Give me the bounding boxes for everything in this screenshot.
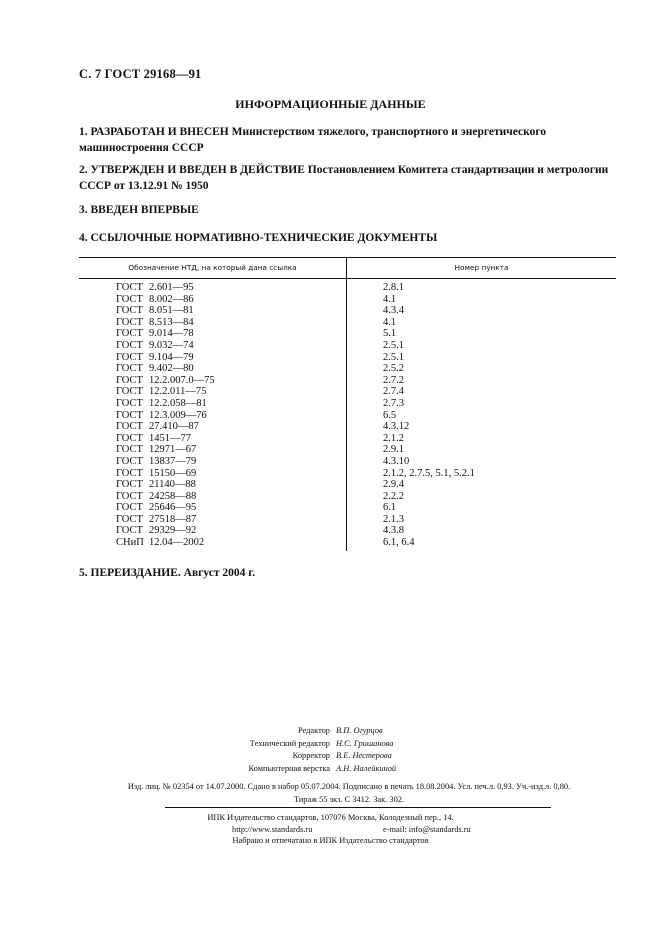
- credit-proofreader: [0, 750, 661, 763]
- document-prefix: ГОСТ: [116, 432, 143, 444]
- item-text: Министерством тяжелого, транспортного и энергетического машиностроения СССР: [79, 126, 547, 154]
- info-item-first-introduced: [79, 202, 619, 218]
- document-prefix: ГОСТ: [116, 455, 143, 467]
- document-number: 8.513—84: [149, 316, 194, 328]
- item-lead: ВВЕДЕН ВПЕРВЫЕ: [90, 204, 199, 216]
- table-cell-clause: 4.3.4: [383, 305, 404, 317]
- table-cell-clause: 2.7.4: [383, 386, 404, 398]
- document-number: 12.2.011—75: [149, 386, 207, 398]
- document-prefix: ГОСТ: [116, 282, 143, 293]
- table-cell-clause: 2.2.2: [383, 490, 404, 502]
- document-number: 9.402—80: [149, 363, 194, 375]
- table-cell-document: [79, 502, 346, 514]
- document-number: 8.002—86: [149, 293, 194, 305]
- table-cell-clause: 2.5.2: [383, 363, 404, 375]
- document-prefix: ГОСТ: [116, 479, 143, 491]
- imprint-line: Тираж 55 экз. С 3412. Зак. 302.: [293, 794, 405, 804]
- table-cell-clause: 4.3.10: [383, 455, 410, 467]
- document-number: 9.104—79: [149, 351, 194, 363]
- table-cell-clause: 2.9.4: [383, 479, 404, 491]
- table-cell-clause: 2.7.3: [383, 397, 404, 409]
- column-header-clause: Номер пункта: [454, 263, 509, 272]
- document-prefix: ГОСТ: [116, 328, 143, 340]
- document-prefix: ГОСТ: [116, 293, 143, 305]
- item-number: 2.: [79, 164, 88, 176]
- document-number: 15150—69: [149, 467, 197, 479]
- table-cell-document: [79, 375, 346, 387]
- table-cell-document: [79, 421, 346, 433]
- table-cell-document: [79, 444, 346, 456]
- document-number: 29329—92: [149, 525, 197, 537]
- credits-block: [0, 725, 661, 775]
- table-cell-clause: 2.5.1: [383, 339, 404, 351]
- credit-role: Технический редактор: [249, 738, 330, 748]
- item-lead: ПЕРЕИЗДАНИЕ.: [90, 567, 181, 579]
- table-cell-clause: 4.1: [383, 293, 397, 305]
- table-cell-clause: 2.1.2: [383, 432, 404, 444]
- table-cell-document: [79, 317, 346, 329]
- info-item-reissue: [79, 565, 619, 581]
- document-prefix: ГОСТ: [116, 502, 143, 514]
- item-lead: ССЫЛОЧНЫЕ НОРМАТИВНО-ТЕХНИЧЕСКИЕ ДОКУМЕНТЫ: [90, 232, 438, 244]
- document-prefix: ГОСТ: [116, 339, 143, 351]
- credit-person: Н.С. Гришанова: [336, 738, 394, 748]
- credit-editor: [0, 725, 661, 738]
- document-prefix: ГОСТ: [116, 363, 143, 375]
- document-prefix: СНиП: [116, 537, 144, 549]
- document-number: 9.014—78: [149, 328, 194, 340]
- info-item-reference-documents: [79, 230, 619, 246]
- table-cell-document: [79, 410, 346, 422]
- email-link[interactable]: e-mail: info@standards.ru: [383, 824, 471, 834]
- document-number: 8.051—81: [149, 305, 194, 317]
- document-number: 12.2.007.0—75: [149, 374, 215, 386]
- divider: [165, 807, 551, 808]
- item-text: Август 2004 г.: [183, 567, 256, 579]
- document-prefix: ГОСТ: [116, 444, 143, 456]
- item-number: 1.: [79, 126, 88, 138]
- document-prefix: ГОСТ: [116, 316, 143, 328]
- table-cell-clause: 4.3.12: [383, 421, 410, 433]
- document-prefix: ГОСТ: [116, 386, 143, 398]
- table-cell-clause: 2.8.1: [383, 282, 404, 293]
- column-header-document: Обозначение НТД, на который дана ссылка: [79, 258, 347, 278]
- document-number: 25646—95: [149, 502, 197, 514]
- credit-layout: [0, 763, 661, 776]
- table-cell-document: [79, 352, 346, 364]
- document-prefix: ГОСТ: [116, 421, 143, 433]
- document-number: 9.032—74: [149, 339, 194, 351]
- document-prefix: ГОСТ: [116, 305, 143, 317]
- item-lead: УТВЕРЖДЕН И ВВЕДЕН В ДЕЙСТВИЕ: [90, 164, 305, 176]
- credit-technical-editor: [0, 738, 661, 751]
- credit-role: Компьютерная верстка: [248, 763, 330, 773]
- table-cell-document: [79, 456, 346, 468]
- credit-person: А.Н. Налейкиной: [336, 763, 397, 773]
- page-header: С. 7 ГОСТ 29168—91: [79, 67, 202, 81]
- item-text: Постановлением Комитета стандартизации и метрологии СССР от 13.12.91 № 1950: [79, 164, 609, 192]
- credit-person: В.П. Огурцов: [336, 726, 383, 735]
- credit-person: В.Е. Нестерова: [336, 751, 392, 760]
- table-cell-document: [79, 491, 346, 503]
- website-link[interactable]: http://www.standards.ru: [232, 824, 313, 834]
- document-prefix: ГОСТ: [116, 374, 143, 386]
- table-cell-document: [79, 537, 346, 549]
- document-number: 2.601—95: [149, 282, 194, 293]
- document-prefix: ГОСТ: [116, 513, 143, 525]
- table-cell-clause: 2.1.2, 2.7.5, 5.1, 5.2.1: [383, 467, 475, 479]
- table-cell-clause: 2.7.2: [383, 374, 404, 386]
- info-item-approved: [79, 162, 619, 194]
- item-lead: РАЗРАБОТАН И ВНЕСЕН: [90, 126, 229, 138]
- document-number: 12971—67: [149, 444, 197, 456]
- credit-role: Редактор: [297, 726, 330, 735]
- table-cell-document: [79, 433, 346, 445]
- table-cell-document: [79, 340, 346, 352]
- table-cell-document: [79, 398, 346, 410]
- document-prefix: ГОСТ: [116, 467, 143, 479]
- table-cell-clause: 6.1, 6.4: [383, 537, 415, 549]
- document-number: 27.410—87: [149, 421, 199, 433]
- table-cell-clause: 6.5: [383, 409, 397, 421]
- item-number: 4.: [79, 232, 88, 244]
- section-title: ИНФОРМАЦИОННЫЕ ДАННЫЕ: [235, 97, 426, 111]
- publisher-printed-by: Набрано и отпечатано в ИПК Издательство стандартов: [232, 836, 429, 846]
- table-cell-document: [79, 305, 346, 317]
- reference-documents-table: [79, 257, 616, 551]
- document-prefix: ГОСТ: [116, 351, 143, 363]
- table-cell-document: [79, 282, 346, 294]
- publisher-contacts: [0, 824, 661, 836]
- table-cell-document: [79, 525, 346, 537]
- table-cell-document: [79, 328, 346, 340]
- table-cell-clause: 6.1: [383, 502, 397, 514]
- table-cell-document: [79, 468, 346, 480]
- table-cell-document: [79, 514, 346, 526]
- document-prefix: ГОСТ: [116, 409, 143, 421]
- document-number: 24258—88: [149, 490, 197, 502]
- credit-role: Корректор: [292, 751, 330, 760]
- document-number: 1451—77: [149, 432, 191, 444]
- document-number: 12.2.058—81: [149, 397, 207, 409]
- document-number: 27518—87: [149, 513, 197, 525]
- table-cell-document: [79, 363, 346, 375]
- document-number: 13837—79: [149, 455, 197, 467]
- table-cell-clause: 4.3.8: [383, 525, 404, 537]
- imprint-block: [79, 781, 619, 806]
- document-column: [79, 279, 347, 551]
- publisher-block: [0, 812, 661, 847]
- table-header-row: [79, 258, 616, 279]
- table-cell-document: [79, 479, 346, 491]
- table-cell-clause: 2.1.3: [383, 513, 404, 525]
- table-cell-clause: 2.9.1: [383, 444, 404, 456]
- document-prefix: ГОСТ: [116, 490, 143, 502]
- table-body: [79, 279, 616, 551]
- table-cell-document: [79, 386, 346, 398]
- imprint-line: Изд. лиц. № 02354 от 14.07.2000. Сдано в набор 05.07.2004. Подписано в печать 18.08.2004. Усл. печ.л. 0,93. Уч.-изд.л. 0,80.: [127, 782, 571, 791]
- document-prefix: ГОСТ: [116, 525, 143, 537]
- document-number: 12.3.009—76: [149, 409, 207, 421]
- table-cell-clause: 4.1: [383, 316, 397, 328]
- item-number: 5.: [79, 567, 88, 579]
- clause-column: [347, 279, 616, 551]
- table-cell-clause: 2.5.1: [383, 351, 404, 363]
- publisher-address: ИПК Издательство стандартов, 107076 Москва, Колодезный пер., 14.: [207, 813, 454, 822]
- table-cell-document: [79, 294, 346, 306]
- document-number: 12.04—2002: [149, 537, 205, 549]
- table-cell-clause: 5.1: [383, 328, 397, 340]
- info-item-developed: [79, 124, 619, 156]
- document-prefix: ГОСТ: [116, 397, 143, 409]
- document-number: 21140—88: [149, 479, 196, 491]
- item-number: 3.: [79, 204, 88, 216]
